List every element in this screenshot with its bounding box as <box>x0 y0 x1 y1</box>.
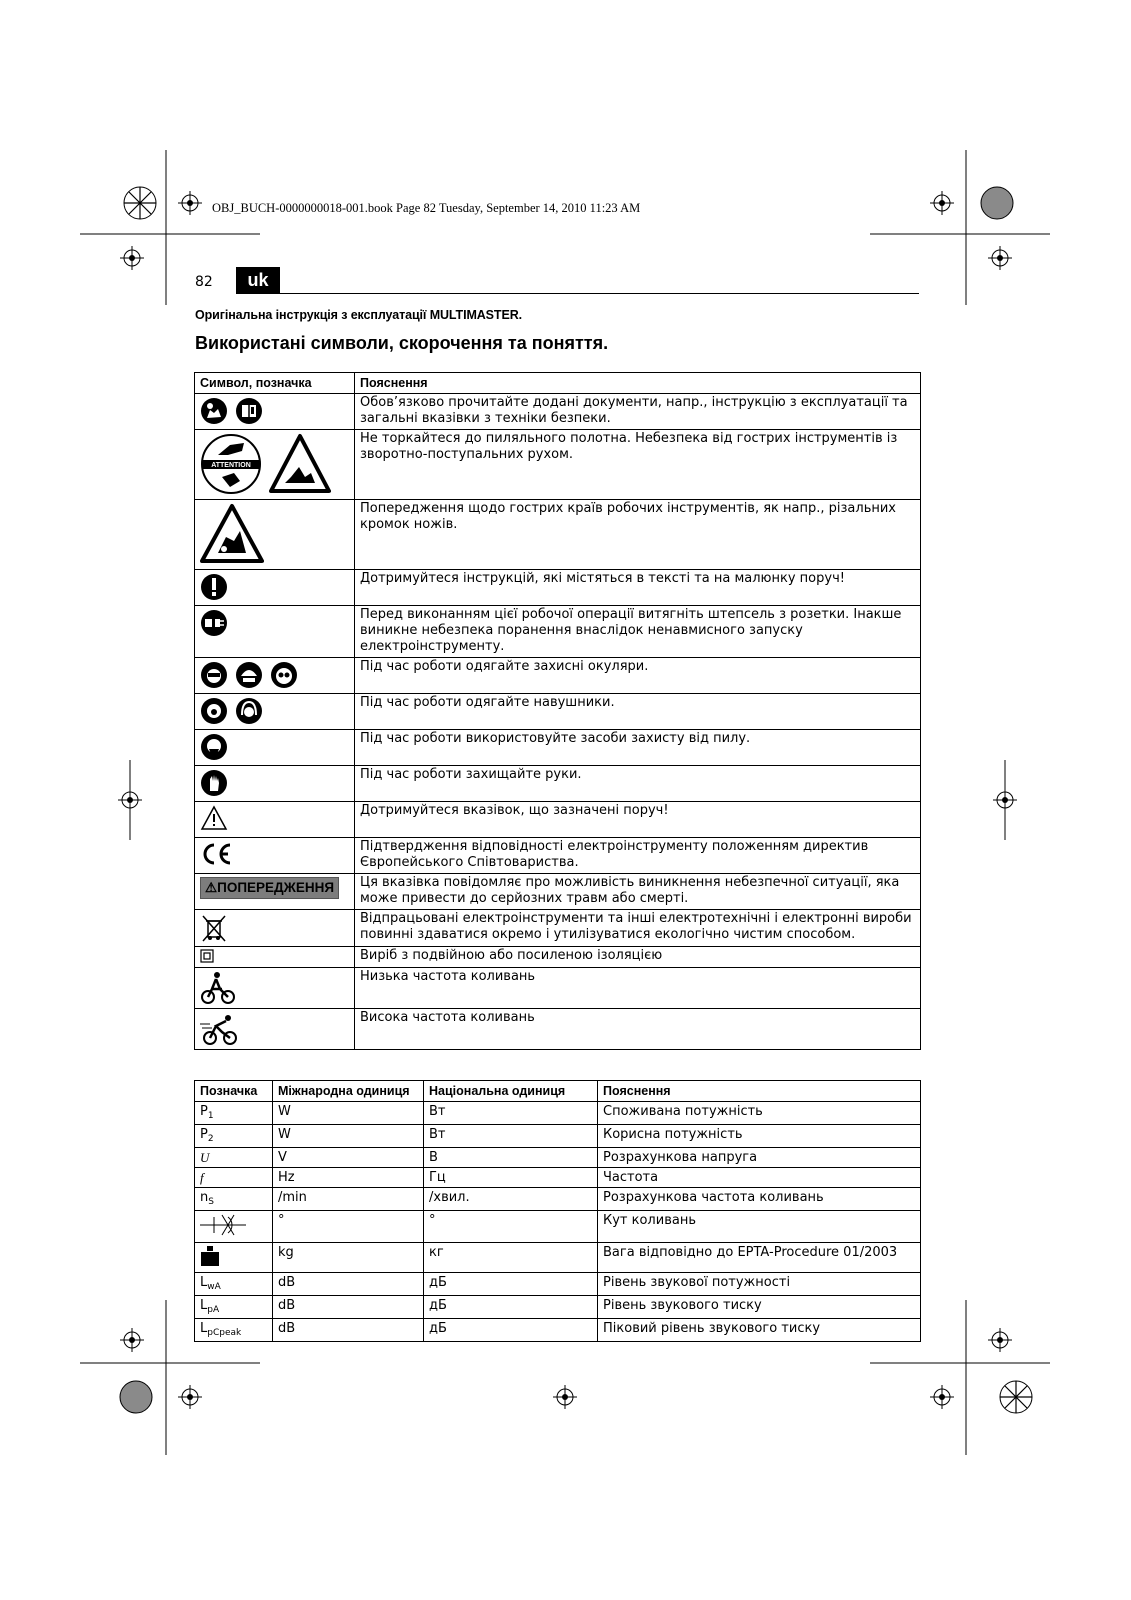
explanation-cell: Перед виконанням цієї робочої операції витягніть штепсель з розетки. Інакше виникне небезпека поранення внаслідок ненавмисного запуску електроінструменту. <box>355 606 921 658</box>
table-row <box>195 874 921 910</box>
table-row <box>195 1273 921 1296</box>
caution-triangle-icon <box>200 805 228 831</box>
table-row <box>195 1319 921 1342</box>
symbol-cell <box>195 570 355 606</box>
explanation-cell: Дотримуйтеся вказівок, що зазначені поруч! <box>355 802 921 838</box>
explanation-cell: Під час роботи використовуйте засоби захисту від пилу. <box>355 730 921 766</box>
symbol-subscript: pCpeak <box>207 1328 242 1338</box>
national-unit-cell: ° <box>424 1211 598 1243</box>
symbol-cell <box>195 1243 273 1273</box>
symbol-cell <box>195 694 355 730</box>
explanation-cell: Низька частота коливань <box>355 968 921 1009</box>
intl-unit-cell: dB <box>273 1319 424 1342</box>
doc-title: Оригінальна інструкція з експлуатації MULTIMASTER. <box>195 308 522 322</box>
national-unit-cell: дБ <box>424 1296 598 1319</box>
table-row <box>195 1009 921 1050</box>
double-insulation-icon <box>200 949 214 963</box>
table-row <box>195 430 921 500</box>
national-unit-cell: Вт <box>424 1102 598 1125</box>
explanation-cell: Піковий рівень звукового тиску <box>598 1319 921 1342</box>
table-row <box>195 606 921 658</box>
book-icon <box>235 397 263 425</box>
table-row <box>195 570 921 606</box>
explanation-cell: Висока частота коливань <box>355 1009 921 1050</box>
explanation-cell: Під час роботи одягайте захисні окуляри. <box>355 658 921 694</box>
column-header: Позначка <box>195 1081 273 1102</box>
explanation-cell: Попередження щодо гострих країв робочих інструментів, як напр., різальних кромок ножів. <box>355 500 921 570</box>
table-row <box>195 1125 921 1148</box>
national-unit-cell: Вт <box>424 1125 598 1148</box>
table-row <box>195 802 921 838</box>
table-row <box>195 730 921 766</box>
explanation-cell: Вага відповідно до EPTA-Procedure 01/2003 <box>598 1243 921 1273</box>
explanation-cell: Частота <box>598 1168 921 1188</box>
symbol-text: L <box>200 1275 208 1290</box>
explanation-cell: Обов’язково прочитайте додані документи, напр., інструкцію з експлуатації та загальні вказівки з техніки безпеки. <box>355 394 921 430</box>
gloves-icon <box>200 769 228 797</box>
column-header: Пояснення <box>598 1081 921 1102</box>
table-row <box>195 1296 921 1319</box>
symbol-cell <box>195 730 355 766</box>
symbol-text: L <box>200 1321 208 1336</box>
weight-icon <box>200 1245 220 1267</box>
intl-unit-cell: W <box>273 1125 424 1148</box>
national-unit-cell: Гц <box>424 1168 598 1188</box>
national-unit-cell: /хвил. <box>424 1188 598 1211</box>
explanation-cell: Відпрацьовані електроінструменти та інші електротехнічні і електронні вироби повинні здаватися окремо і утилізуватися екологічно чистим способом. <box>355 910 921 947</box>
symbol-cell <box>195 500 355 570</box>
section-heading: Використані символи, скорочення та поняття. <box>195 333 609 353</box>
svg-text:ATTENTION: ATTENTION <box>211 462 251 469</box>
warning-badge: ⚠ПОПЕРЕДЖЕННЯ <box>200 877 339 899</box>
explanation-cell: Рівень звукового тиску <box>598 1296 921 1319</box>
symbol-cell <box>195 874 355 910</box>
table-row <box>195 766 921 802</box>
helmet-icon <box>235 661 263 689</box>
ear-protection-icon <box>200 697 228 725</box>
symbol-cell <box>195 766 355 802</box>
warning-badge-label: ПОПЕРЕДЖЕННЯ <box>217 880 335 895</box>
explanation-cell: Дотримуйтеся інструкцій, які містяться в тексті та на малюнку поруч! <box>355 570 921 606</box>
intl-unit-cell: V <box>273 1148 424 1168</box>
intl-unit-cell: dB <box>273 1296 424 1319</box>
symbols-table <box>194 372 921 1050</box>
symbol-text: P <box>200 1127 208 1142</box>
table-row <box>195 1168 921 1188</box>
symbol-text: U <box>200 1150 210 1165</box>
table-row <box>195 968 921 1009</box>
attention-hand-icon <box>200 433 262 495</box>
explanation-cell: Виріб з подвійною або посиленою ізоляцією <box>355 947 921 968</box>
explanation-cell: Під час роботи одягайте навушники. <box>355 694 921 730</box>
symbol-subscript: wA <box>207 1282 221 1292</box>
warning-sharp-edges-icon <box>200 503 264 565</box>
weee-bin-icon <box>200 913 228 943</box>
explanation-cell: Споживана потужність <box>598 1102 921 1125</box>
symbol-cell <box>195 910 355 947</box>
table-row <box>195 947 921 968</box>
explanation-cell: Розрахункова напруга <box>598 1148 921 1168</box>
mandatory-action-icon <box>200 573 228 601</box>
language-badge: uk <box>236 267 280 293</box>
high-speed-cyclist-icon <box>200 1012 240 1046</box>
symbol-text: L <box>200 1298 208 1313</box>
symbol-cell <box>195 1125 273 1148</box>
dust-mask-icon <box>200 733 228 761</box>
table-row <box>195 910 921 947</box>
table-row <box>195 658 921 694</box>
symbol-subscript: 2 <box>207 1134 214 1144</box>
table-row <box>195 1211 921 1243</box>
explanation-cell: Рівень звукової потужності <box>598 1273 921 1296</box>
table-row <box>195 694 921 730</box>
explanation-cell: Під час роботи захищайте руки. <box>355 766 921 802</box>
symbol-cell <box>195 1009 355 1050</box>
table-row <box>195 1148 921 1168</box>
ear-muffs-icon <box>235 697 263 725</box>
symbol-cell <box>195 658 355 694</box>
symbol-subscript: pA <box>207 1305 220 1315</box>
symbol-cell <box>195 606 355 658</box>
symbol-cell <box>195 802 355 838</box>
national-unit-cell: кг <box>424 1243 598 1273</box>
explanation-cell: Підтвердження відповідності електроінструменту положенням директив Європейського Співтовариства. <box>355 838 921 874</box>
column-header: Символ, позначка <box>195 373 355 394</box>
intl-unit-cell: /min <box>273 1188 424 1211</box>
symbol-subscript: 1 <box>207 1111 214 1121</box>
symbol-cell <box>195 968 355 1009</box>
low-speed-cyclist-icon <box>200 971 236 1005</box>
symbol-cell <box>195 1319 273 1342</box>
symbol-cell <box>195 430 355 500</box>
table-row <box>195 1102 921 1125</box>
symbol-text: n <box>200 1190 209 1205</box>
national-unit-cell: дБ <box>424 1319 598 1342</box>
read-manual-icon <box>200 397 228 425</box>
symbol-text: P <box>200 1104 208 1119</box>
goggles-icon <box>270 661 298 689</box>
column-header: Національна одиниця <box>424 1081 598 1102</box>
intl-unit-cell: Hz <box>273 1168 424 1188</box>
intl-unit-cell: ° <box>273 1211 424 1243</box>
symbol-subscript: S <box>208 1197 214 1207</box>
explanation-cell: Не торкайтеся до пиляльного полотна. Небезпека від гострих інструментів із зворотно-поступальних рухом. <box>355 430 921 500</box>
intl-unit-cell: W <box>273 1102 424 1125</box>
explanation-cell: Ця вказівка повідомляє про можливість виникнення небезпечної ситуації, яка може привести до серйозних травм або смерті. <box>355 874 921 910</box>
symbol-cell <box>195 1273 273 1296</box>
oscillation-angle-icon <box>200 1213 246 1237</box>
table-row <box>195 1188 921 1211</box>
warning-blade-icon <box>269 433 331 495</box>
column-header: Міжнародна одиниця <box>273 1081 424 1102</box>
intl-unit-cell: dB <box>273 1273 424 1296</box>
symbol-text: f <box>200 1170 204 1185</box>
explanation-cell: Кут коливань <box>598 1211 921 1243</box>
intl-unit-cell: kg <box>273 1243 424 1273</box>
symbol-cell <box>195 1296 273 1319</box>
symbol-cell <box>195 394 355 430</box>
ce-mark-icon <box>200 841 234 867</box>
column-header: Пояснення <box>355 373 921 394</box>
symbol-cell <box>195 838 355 874</box>
national-unit-cell: дБ <box>424 1273 598 1296</box>
units-table <box>194 1080 921 1342</box>
explanation-cell: Корисна потужність <box>598 1125 921 1148</box>
table-row <box>195 394 921 430</box>
table-header-row <box>195 373 921 394</box>
symbol-cell <box>195 1188 273 1211</box>
print-info: OBJ_BUCH-0000000018-001.book Page 82 Tuesday, September 14, 2010 11:23 AM <box>212 201 641 215</box>
symbol-cell <box>195 947 355 968</box>
table-row <box>195 500 921 570</box>
symbol-cell <box>195 1168 273 1188</box>
table-row <box>195 1243 921 1273</box>
table-row <box>195 838 921 874</box>
symbol-cell <box>195 1102 273 1125</box>
national-unit-cell: В <box>424 1148 598 1168</box>
unplug-icon <box>200 609 228 637</box>
face-shield-icon <box>200 661 228 689</box>
symbol-cell <box>195 1148 273 1168</box>
page-number: 82 <box>195 274 213 290</box>
header-rule <box>236 293 919 294</box>
symbol-cell <box>195 1211 273 1243</box>
explanation-cell: Розрахункова частота коливань <box>598 1188 921 1211</box>
table-header-row <box>195 1081 921 1102</box>
